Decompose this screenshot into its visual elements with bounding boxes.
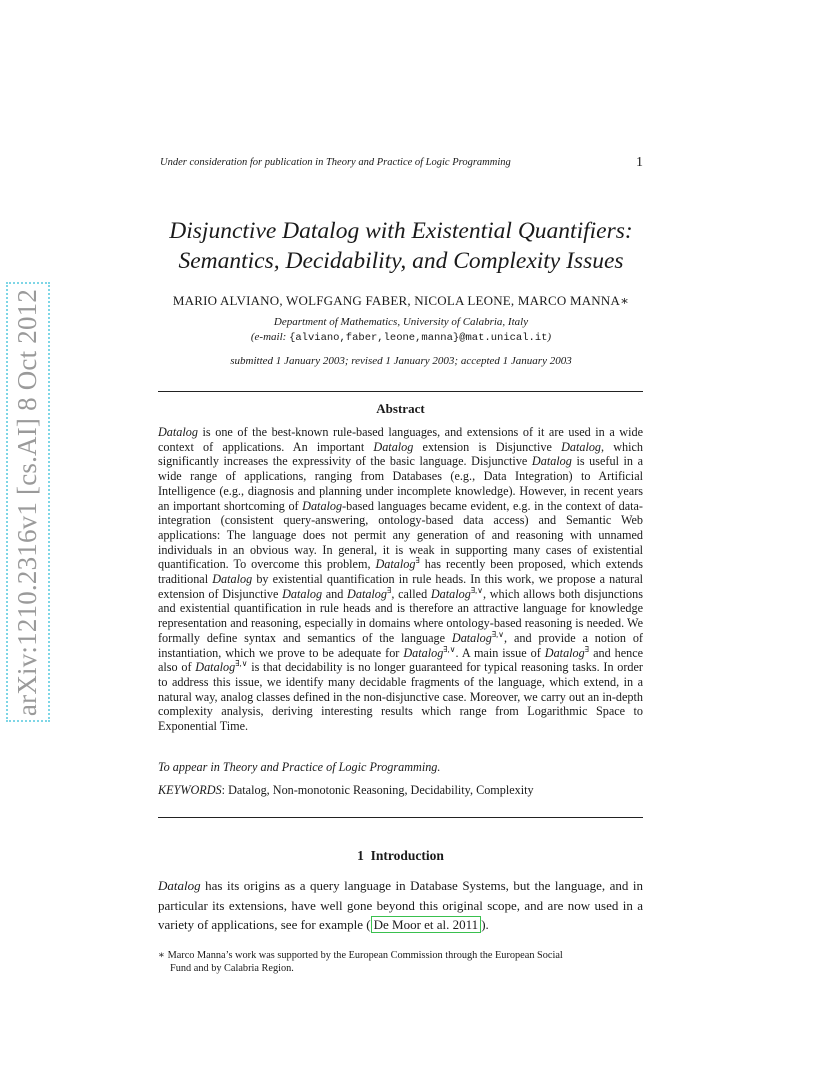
footnote bbox=[158, 949, 643, 975]
top-rule bbox=[158, 391, 643, 392]
footnote-line-2: Fund and by Calabria Region. bbox=[170, 963, 294, 974]
author-list: MARIO ALVIANO, WOLFGANG FABER, NICOLA LEONE, MARCO MANNA∗ bbox=[172, 293, 630, 308]
arxiv-stamp[interactable] bbox=[6, 282, 50, 722]
title-line-1: Disjunctive Datalog with Existential Quantifiers: bbox=[169, 218, 633, 244]
citation-link[interactable]: De Moor et al. 2011 bbox=[371, 916, 482, 933]
abstract-paragraph: Datalog is one of the best-known rule-based languages, and extensions of it are used in a wide context of applications. An important Datalog extension is Disjunctive Datalog, which significantly increases the expressivity of the basic language. Disjunctive Datalog is useful in a wide range of applications, ranging from Databases (e.g., Data Integration) to Artificial Intelligence (e.g., diagnosis and planning under incomplete knowledge). However, in recent years an important shortcoming of Datalog-based languages became evident, e.g. in the context of data-integration (consistent query-answering, ontology-based data access) and Semantic Web applications: The language does not permit any generation of and reasoning with unnamed individuals in an obvious way. In general, it is weak in supporting many cases of existential quantification. To overcome this problem, Datalog∃ has recently been proposed, which extends traditional Datalog by existential quantification in rule heads. In this work, we propose a natural extension of Disjunctive Datalog and Datalog∃, called Datalog∃,∨, which allows both disjunctions and existential quantification in rule heads and is therefore an attractive language for knowledge representation and reasoning, especially in domains where ontology-based reasoning is needed. We formally define syntax and semantics of the language Datalog∃,∨, and provide a notion of instantiation, which we prove to be adequate for Datalog∃,∨. A main issue of Datalog∃ and hence also of Datalog∃,∨ is that decidability is no longer guaranteed for typical reasoning tasks. In order to address this issue, we identify many decidable fragments of the language, which extend, in a natural way, analog classes defined in the non-disjunctive case. Moreover, we carry out an in-depth complexity analysis, deriving interesting results which range from Logarithmic Space to Exponential Time. bbox=[158, 425, 644, 734]
affiliation bbox=[120, 315, 682, 346]
email-address: {alviano,faber,leone,manna}@mat.unical.it bbox=[289, 332, 548, 344]
to-appear-note: To appear in Theory and Practice of Logic Programming. bbox=[158, 760, 441, 774]
department: Department of Mathematics, University of Calabria, Italy bbox=[273, 316, 529, 328]
page-number: 1 bbox=[636, 155, 643, 170]
submission-dates: submitted 1 January 2003; revised 1 January 2003; accepted 1 January 2003 bbox=[230, 355, 572, 367]
keywords-text: : Datalog, Non-monotonic Reasoning, Decidability, Complexity bbox=[221, 783, 534, 797]
keywords bbox=[158, 783, 534, 798]
abstract-heading: Abstract bbox=[376, 401, 425, 416]
introduction-body bbox=[158, 876, 643, 935]
running-head: Under consideration for publication in Theory and Practice of Logic Programming bbox=[160, 157, 511, 168]
section-heading-introduction: 1 Introduction bbox=[357, 848, 444, 863]
paper-title bbox=[120, 216, 682, 276]
abstract-body bbox=[158, 425, 643, 734]
intro-paragraph: Datalog has its origins as a query language in Database Systems, but the language, and in particular its extensions, have well gone beyond this original scope, and are now used in a variety of applications, see for example ( De Moor et al. 2011 ). bbox=[158, 878, 644, 932]
footnote-line-1: ∗ Marco Manna’s work was supported by the European Commission through the European Social bbox=[158, 950, 563, 961]
bottom-rule bbox=[158, 817, 643, 818]
keywords-label: KEYWORDS bbox=[158, 783, 222, 797]
title-line-2: Semantics, Decidability, and Complexity Issues bbox=[178, 248, 624, 274]
arxiv-id: arXiv:1210.2316v1 [cs.AI] 8 Oct 2012 bbox=[12, 288, 43, 716]
email-line: (e-mail: {alviano,faber,leone,manna}@mat.unical.it) bbox=[250, 331, 552, 344]
